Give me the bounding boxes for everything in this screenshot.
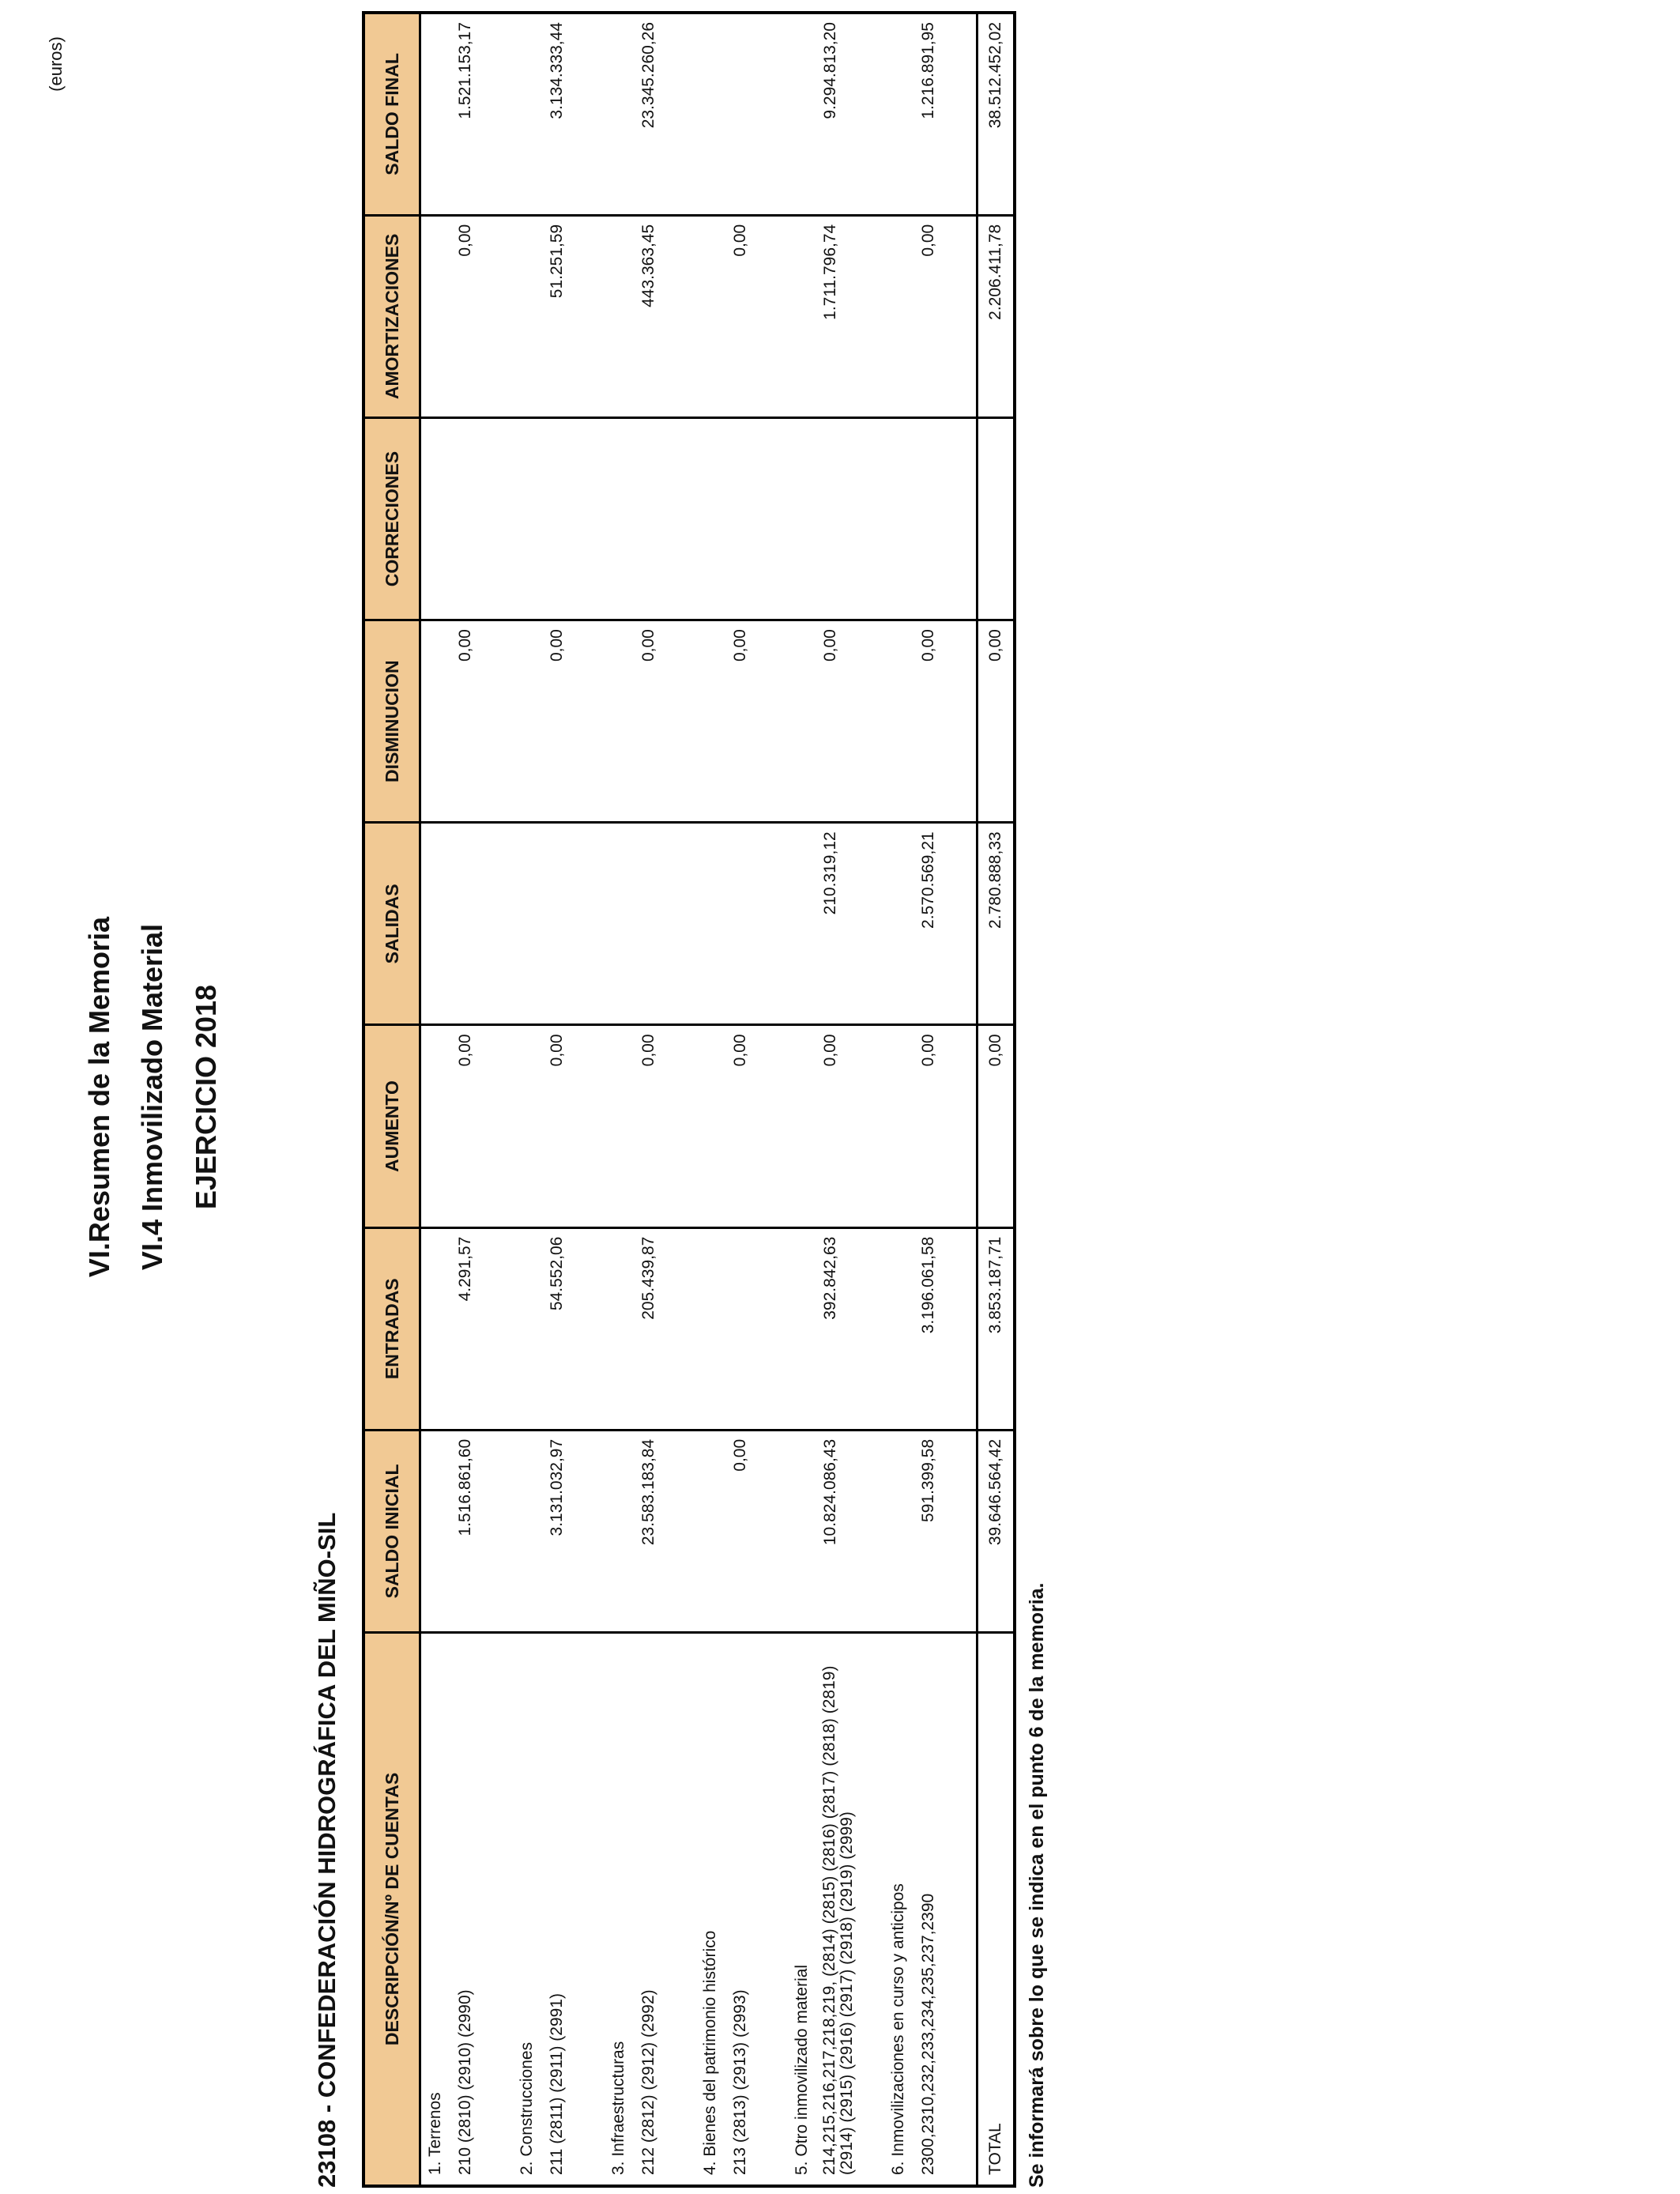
- col-header-salidas: SALIDAS: [363, 823, 420, 1025]
- empty-cell: [696, 13, 725, 215]
- section-label: 6. Inmovilizaciones en curso y anticipos: [884, 1633, 913, 2187]
- section-label: 5. Otro inmovilizado material: [788, 1633, 816, 2187]
- cell-aumento: 0,00: [633, 1025, 696, 1227]
- col-header-disminucion: DISMINUCION: [363, 620, 420, 823]
- empty-cell: [696, 1025, 725, 1227]
- empty-cell: [696, 620, 725, 823]
- cell-saldo-inicial: 3.131.032,97: [541, 1430, 605, 1632]
- empty-cell: [513, 1430, 541, 1632]
- cell-aumento: 0,00: [816, 1025, 884, 1227]
- col-header-descripcion: DESCRIPCIÓN/Nº DE CUENTAS: [363, 1633, 420, 2187]
- total-salidas: 2.780.888,33: [977, 823, 1015, 1025]
- section-row: [884, 13, 913, 2186]
- cell-correciones: [816, 417, 884, 620]
- col-header-aumento: AUMENTO: [363, 1025, 420, 1227]
- section-row: [513, 13, 541, 2186]
- empty-cell: [788, 215, 816, 417]
- empty-cell: [513, 215, 541, 417]
- empty-cell: [513, 823, 541, 1025]
- account-row: [450, 13, 513, 2186]
- empty-cell: [420, 417, 450, 620]
- empty-cell: [605, 1227, 633, 1430]
- report-subtitle: VI.4 Inmovilizado Material: [136, 923, 168, 1271]
- empty-cell: [605, 1430, 633, 1632]
- account-codes: 2300,2310,232,233,234,235,237,2390: [913, 1633, 977, 2187]
- empty-cell: [420, 13, 450, 215]
- cell-amortizaciones: 51.251,59: [541, 215, 605, 417]
- empty-cell: [788, 620, 816, 823]
- cell-salidas: 210.319,12: [816, 823, 884, 1025]
- cell-saldo-inicial: 1.516.861,60: [450, 1430, 513, 1632]
- total-saldo-inicial: 39.646.564,42: [977, 1430, 1015, 1632]
- section-row: [605, 13, 633, 2186]
- account-row: [913, 13, 977, 2186]
- empty-cell: [513, 620, 541, 823]
- empty-cell: [513, 1227, 541, 1430]
- cell-correciones: [541, 417, 605, 620]
- cell-entradas: 392.842,63: [816, 1227, 884, 1430]
- cell-saldo-inicial: 23.583.183,84: [633, 1430, 696, 1632]
- cell-amortizaciones: 0,00: [913, 215, 977, 417]
- account-row: [725, 13, 788, 2186]
- cell-amortizaciones: 0,00: [450, 215, 513, 417]
- cell-saldo-final: 3.134.333,44: [541, 13, 605, 215]
- section-label: 4. Bienes del patrimonio histórico: [696, 1633, 725, 2187]
- fixed-assets-table: [362, 11, 1016, 2188]
- organization-title: 23108 - CONFEDERACIÓN HIDROGRÁFICA DEL MIÑO-SIL: [313, 1512, 341, 2188]
- empty-cell: [788, 1430, 816, 1632]
- section-row: [420, 13, 450, 2186]
- col-header-amortizaciones: AMORTIZACIONES: [363, 215, 420, 417]
- empty-cell: [884, 620, 913, 823]
- cell-entradas: 3.196.061,58: [913, 1227, 977, 1430]
- table-header-row: [363, 13, 420, 2186]
- col-header-saldo-inicial: SALDO INICIAL: [363, 1430, 420, 1632]
- empty-cell: [788, 1025, 816, 1227]
- total-correciones: [977, 417, 1015, 620]
- empty-cell: [513, 417, 541, 620]
- cell-correciones: [725, 417, 788, 620]
- cell-saldo-final: 1.521.153,17: [450, 13, 513, 215]
- empty-cell: [884, 215, 913, 417]
- empty-cell: [420, 1430, 450, 1632]
- empty-cell: [884, 1227, 913, 1430]
- col-header-correciones: CORRECIONES: [363, 417, 420, 620]
- cell-correciones: [633, 417, 696, 620]
- report-title: VI.Resumen de la Memoria: [83, 916, 115, 1278]
- empty-cell: [884, 417, 913, 620]
- report-year: EJERCICIO 2018: [190, 984, 222, 1210]
- section-label: 3. Infraestructuras: [605, 1633, 633, 2187]
- empty-cell: [884, 1025, 913, 1227]
- account-row: [633, 13, 696, 2186]
- units-label: (euros): [46, 36, 66, 92]
- cell-salidas: [541, 823, 605, 1025]
- cell-disminucion: 0,00: [725, 620, 788, 823]
- empty-cell: [696, 417, 725, 620]
- table-body: [420, 13, 977, 2186]
- empty-cell: [513, 13, 541, 215]
- cell-disminucion: 0,00: [816, 620, 884, 823]
- account-codes: 210 (2810) (2910) (2990): [450, 1633, 513, 2187]
- empty-cell: [605, 823, 633, 1025]
- empty-cell: [696, 1430, 725, 1632]
- cell-entradas: 205.439,87: [633, 1227, 696, 1430]
- footnote: Se informará sobre lo que se indica en el punto 6 de la memoria.: [1026, 1582, 1048, 2188]
- empty-cell: [696, 823, 725, 1025]
- cell-disminucion: 0,00: [913, 620, 977, 823]
- cell-salidas: [450, 823, 513, 1025]
- cell-disminucion: 0,00: [633, 620, 696, 823]
- total-entradas: 3.853.187,71: [977, 1227, 1015, 1430]
- section-label: 1. Terrenos: [420, 1633, 450, 2187]
- empty-cell: [605, 215, 633, 417]
- cell-saldo-inicial: 10.824.086,43: [816, 1430, 884, 1632]
- cell-saldo-inicial: 0,00: [725, 1430, 788, 1632]
- empty-cell: [420, 823, 450, 1025]
- cell-amortizaciones: 1.711.796,74: [816, 215, 884, 417]
- empty-cell: [788, 13, 816, 215]
- total-row: [977, 13, 1015, 2186]
- cell-disminucion: 0,00: [450, 620, 513, 823]
- account-codes: 212 (2812) (2912) (2992): [633, 1633, 696, 2187]
- empty-cell: [696, 215, 725, 417]
- empty-cell: [605, 13, 633, 215]
- total-disminucion: 0,00: [977, 620, 1015, 823]
- cell-entradas: 54.552,06: [541, 1227, 605, 1430]
- cell-amortizaciones: 0,00: [725, 215, 788, 417]
- empty-cell: [696, 1227, 725, 1430]
- total-aumento: 0,00: [977, 1025, 1015, 1227]
- col-header-entradas: ENTRADAS: [363, 1227, 420, 1430]
- cell-salidas: [633, 823, 696, 1025]
- section-row: [696, 13, 725, 2186]
- cell-aumento: 0,00: [450, 1025, 513, 1227]
- empty-cell: [420, 620, 450, 823]
- cell-disminucion: 0,00: [541, 620, 605, 823]
- empty-cell: [420, 215, 450, 417]
- section-label: 2. Construcciones: [513, 1633, 541, 2187]
- col-header-saldo-final: SALDO FINAL: [363, 13, 420, 215]
- cell-aumento: 0,00: [541, 1025, 605, 1227]
- cell-aumento: 0,00: [725, 1025, 788, 1227]
- cell-correciones: [913, 417, 977, 620]
- account-row: [541, 13, 605, 2186]
- cell-saldo-final: 1.216.891,95: [913, 13, 977, 215]
- empty-cell: [788, 417, 816, 620]
- cell-saldo-final: [725, 13, 788, 215]
- cell-correciones: [450, 417, 513, 620]
- empty-cell: [788, 1227, 816, 1430]
- empty-cell: [420, 1227, 450, 1430]
- total-amortizaciones: 2.206.411,78: [977, 215, 1015, 417]
- empty-cell: [420, 1025, 450, 1227]
- empty-cell: [884, 823, 913, 1025]
- cell-aumento: 0,00: [913, 1025, 977, 1227]
- empty-cell: [605, 620, 633, 823]
- cell-salidas: 2.570.569,21: [913, 823, 977, 1025]
- empty-cell: [884, 13, 913, 215]
- cell-amortizaciones: 443.363,45: [633, 215, 696, 417]
- cell-saldo-final: 9.294.813,20: [816, 13, 884, 215]
- cell-salidas: [725, 823, 788, 1025]
- account-row: [816, 13, 884, 2186]
- cell-entradas: 4.291,57: [450, 1227, 513, 1430]
- cell-entradas: [725, 1227, 788, 1430]
- account-codes: 214,215,216,217,218,219, (2814) (2815) (2816) (2817) (2818) (2819) (2914) (2915) (2916) (2917) (2918) (2919) (2999): [816, 1633, 884, 2187]
- account-codes: 211 (2811) (2911) (2991): [541, 1633, 605, 2187]
- account-codes: 213 (2813) (2913) (2993): [725, 1633, 788, 2187]
- cell-saldo-inicial: 591.399,58: [913, 1430, 977, 1632]
- cell-saldo-final: 23.345.260,26: [633, 13, 696, 215]
- empty-cell: [788, 823, 816, 1025]
- empty-cell: [605, 1025, 633, 1227]
- total-saldo-final: 38.512.452,02: [977, 13, 1015, 215]
- empty-cell: [884, 1430, 913, 1632]
- empty-cell: [605, 417, 633, 620]
- section-row: [788, 13, 816, 2186]
- total-label: TOTAL: [977, 1633, 1015, 2187]
- empty-cell: [513, 1025, 541, 1227]
